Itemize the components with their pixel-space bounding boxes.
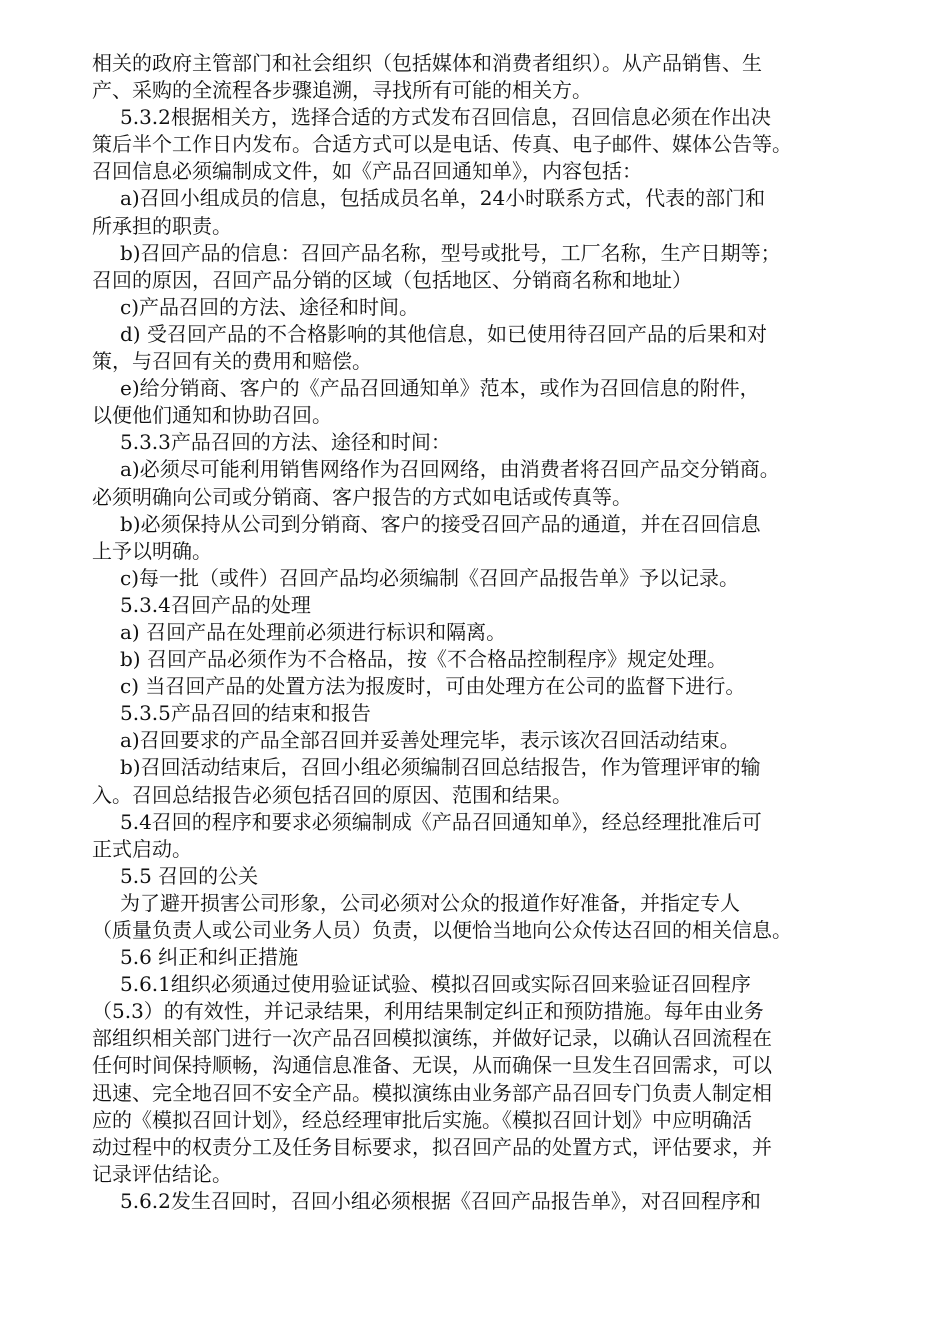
text-line: 部组织相关部门进行一次产品召回模拟演练，并做好记录，以确认召回流程在 [92,1026,772,1051]
text-line: c)产品召回的方法、途径和时间。 [120,294,420,319]
text-line: 必须明确向公司或分销商、客户报告的方式如电话或传真等。 [92,484,632,509]
text-line: 5.6.2发生召回时，召回小组必须根据《召回产品报告单》，对召回程序和 [120,1188,761,1213]
text-line: 5.3.3产品召回的方法、途径和时间： [120,430,451,455]
text-line: 5.3.4召回产品的处理 [120,592,311,617]
text-line: c)每一批（或件）召回产品均必须编制《召回产品报告单》予以记录。 [120,565,740,590]
text-line: 入。召回总结报告必须包括召回的原因、范围和结果。 [92,782,572,807]
text-line: 产、采购的全流程各步骤追溯，寻找所有可能的相关方。 [92,78,592,103]
text-line: 动过程中的权责分工及任务目标要求，拟召回产品的处置方式，评估要求，并 [92,1134,772,1159]
text-line: 正式启动。 [92,836,192,861]
document-body [92,50,860,1215]
text-line: 召回信息必须编制成文件，如《产品召回通知单》，内容包括： [92,159,642,184]
text-line: 5.5 召回的公关 [120,863,259,888]
text-line: 记录评估结论。 [92,1161,232,1186]
text-line: 5.6.1组织必须通过使用验证试验、模拟召回或实际召回来验证召回程序 [120,972,751,997]
text-line: a)必须尽可能利用销售网络作为召回网络，由消费者将召回产品交分销商。 [120,457,780,482]
text-line: 召回的原因，召回产品分销的区域（包括地区、分销商名称和地址） [92,267,692,292]
text-line: 迅速、完全地召回不安全产品。模拟演练由业务部产品召回专门负责人制定相 [92,1080,772,1105]
text-line: 策后半个工作日内发布。合适方式可以是电话、传真、电子邮件、媒体公告等。 [92,132,792,157]
text-line: 相关的政府主管部门和社会组织（包括媒体和消费者组织）。从产品销售、生 [92,51,762,75]
text-line: d) 受召回产品的不合格影响的其他信息，如已使用待召回产品的后果和对 [120,321,767,346]
text-line: a)召回小组成员的信息，包括成员名单，24小时联系方式，代表的部门和 [120,186,766,211]
text-line: （质量负责人或公司业务人员）负责，以便恰当地向公众传达召回的相关信息。 [92,918,792,942]
text-line: 5.6 纠正和纠正措施 [120,945,299,970]
text-line: 上予以明确。 [92,538,212,563]
text-line: 5.4召回的程序和要求必须编制成《产品召回通知单》，经总经理批准后可 [120,809,762,834]
text-line: 为了避开损害公司形象，公司必须对公众的报道作好准备，并指定专人 [120,890,740,915]
text-line: （5.3）的有效性，并记录结果，利用结果制定纠正和预防措施。每年由业务 [92,999,764,1024]
text-line: b)召回活动结束后，召回小组必须编制召回总结报告，作为管理评审的输 [120,755,761,780]
text-line: b)必须保持从公司到分销商、客户的接受召回产品的通道，并在召回信息 [120,511,761,536]
text-line: e)给分销商、客户的《产品召回通知单》范本，或作为召回信息的附件， [120,376,760,401]
text-line: 5.3.2根据相关方，选择合适的方式发布召回信息，召回信息必须在作出决 [120,105,771,130]
text-line: b)召回产品的信息：召回产品名称，型号或批号，工厂名称，生产日期等； [120,240,781,265]
text-line: 所承担的职责。 [92,213,232,238]
text-line: 策，与召回有关的费用和赔偿。 [92,349,372,374]
text-line: b) 召回产品必须作为不合格品，按《不合格品控制程序》规定处理。 [120,647,727,672]
text-line: c) 当召回产品的处置方法为报废时，可由处理方在公司的监督下进行。 [120,674,746,699]
text-line: a) 召回产品在处理前必须进行标识和隔离。 [120,619,507,644]
text-line: a)召回要求的产品全部召回并妥善处理完毕，表示该次召回活动结束。 [120,728,740,753]
text-line: 5.3.5产品召回的结束和报告 [120,701,371,726]
text-line: 任何时间保持顺畅，沟通信息准备、无误，从而确保一旦发生召回需求，可以 [92,1053,772,1078]
text-line: 应的《模拟召回计划》，经总经理审批后实施。《模拟召回计划》中应明确活 [92,1107,752,1132]
text-line: 以便他们通知和协助召回。 [92,403,332,428]
